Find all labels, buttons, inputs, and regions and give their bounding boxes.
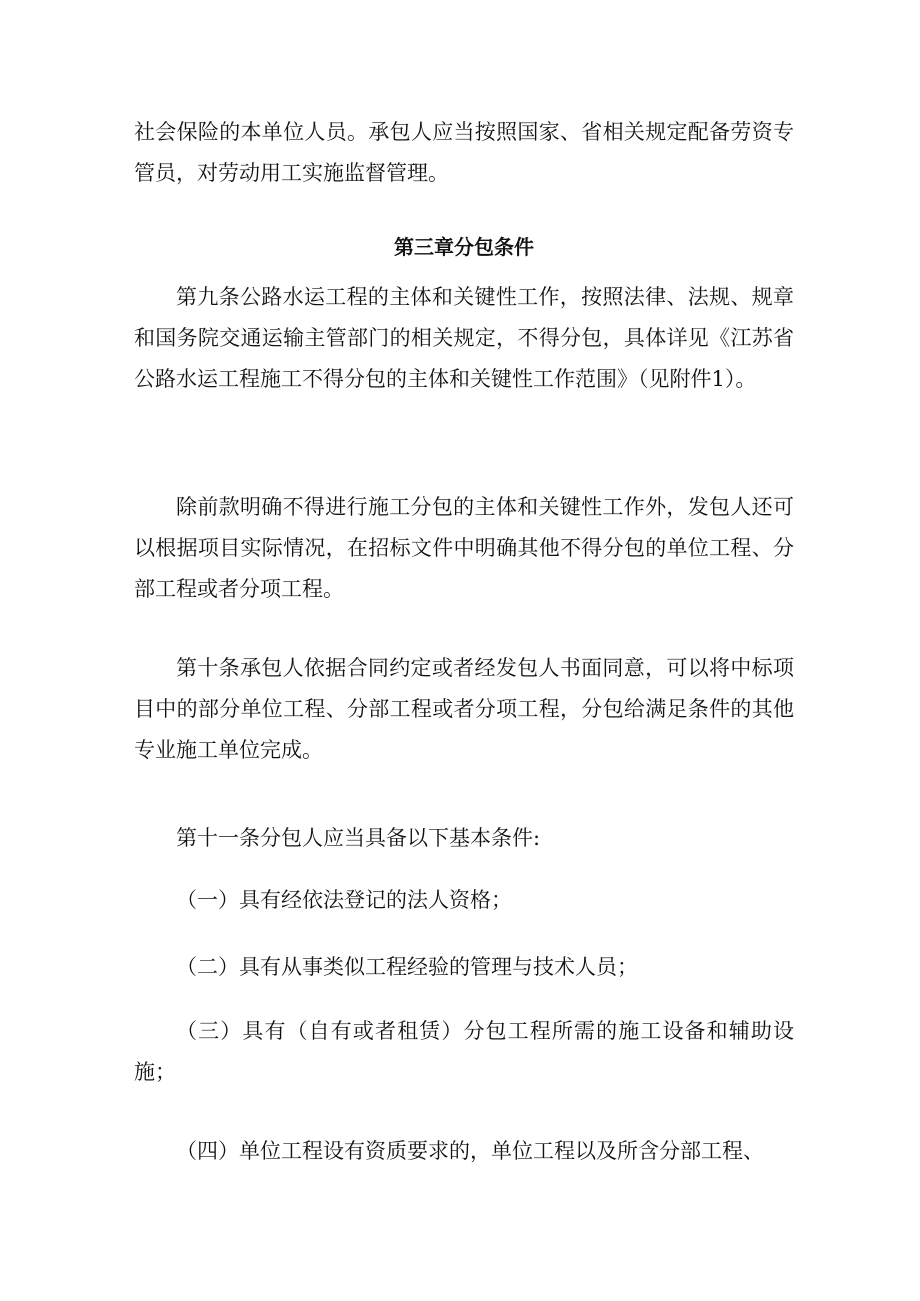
paragraph-exclusion: 除前款明确不得进行施工分包的主体和关键性工作外，发包人还可以根据项目实际情况，在招标文件中明确其他不得分包的单位工程、分部工程或者分项工程。 [134, 495, 794, 601]
condition-item-2: （二）具有从事类似工程经验的管理与技术人员； [176, 955, 638, 979]
paragraph-article-10: 第十条承包人依据合同约定或者经发包人书面同意，可以将中标项目中的部分单位工程、分部工程或者分项工程，分包给满足条件的其他专业施工单位完成。 [134, 656, 794, 762]
chapter-heading: 第三章分包条件 [394, 235, 534, 259]
condition-item-1: （一）具有经依法登记的法人资格； [176, 888, 512, 912]
paragraph-article-9: 第九条公路水运工程的主体和关键性工作，按照法律、法规、规章和国务院交通运输主管部门的相关规定，不得分包，具体详见《江苏省公路水运工程施工不得分包的主体和关键性工作范围》（见附件1）。 [134, 285, 794, 391]
condition-item-4: （四）单位工程设有资质要求的，单位工程以及所含分部工程、 [176, 1139, 764, 1163]
paragraph-continuation: 社会保险的本单位人员。承包人应当按照国家、省相关规定配备劳资专管员，对劳动用工实施监督管理。 [134, 120, 794, 185]
paragraph-article-11: 第十一条分包人应当具备以下基本条件: [176, 826, 541, 850]
condition-item-3: （三）具有（自有或者租赁）分包工程所需的施工设备和辅助设施； [134, 1019, 794, 1084]
